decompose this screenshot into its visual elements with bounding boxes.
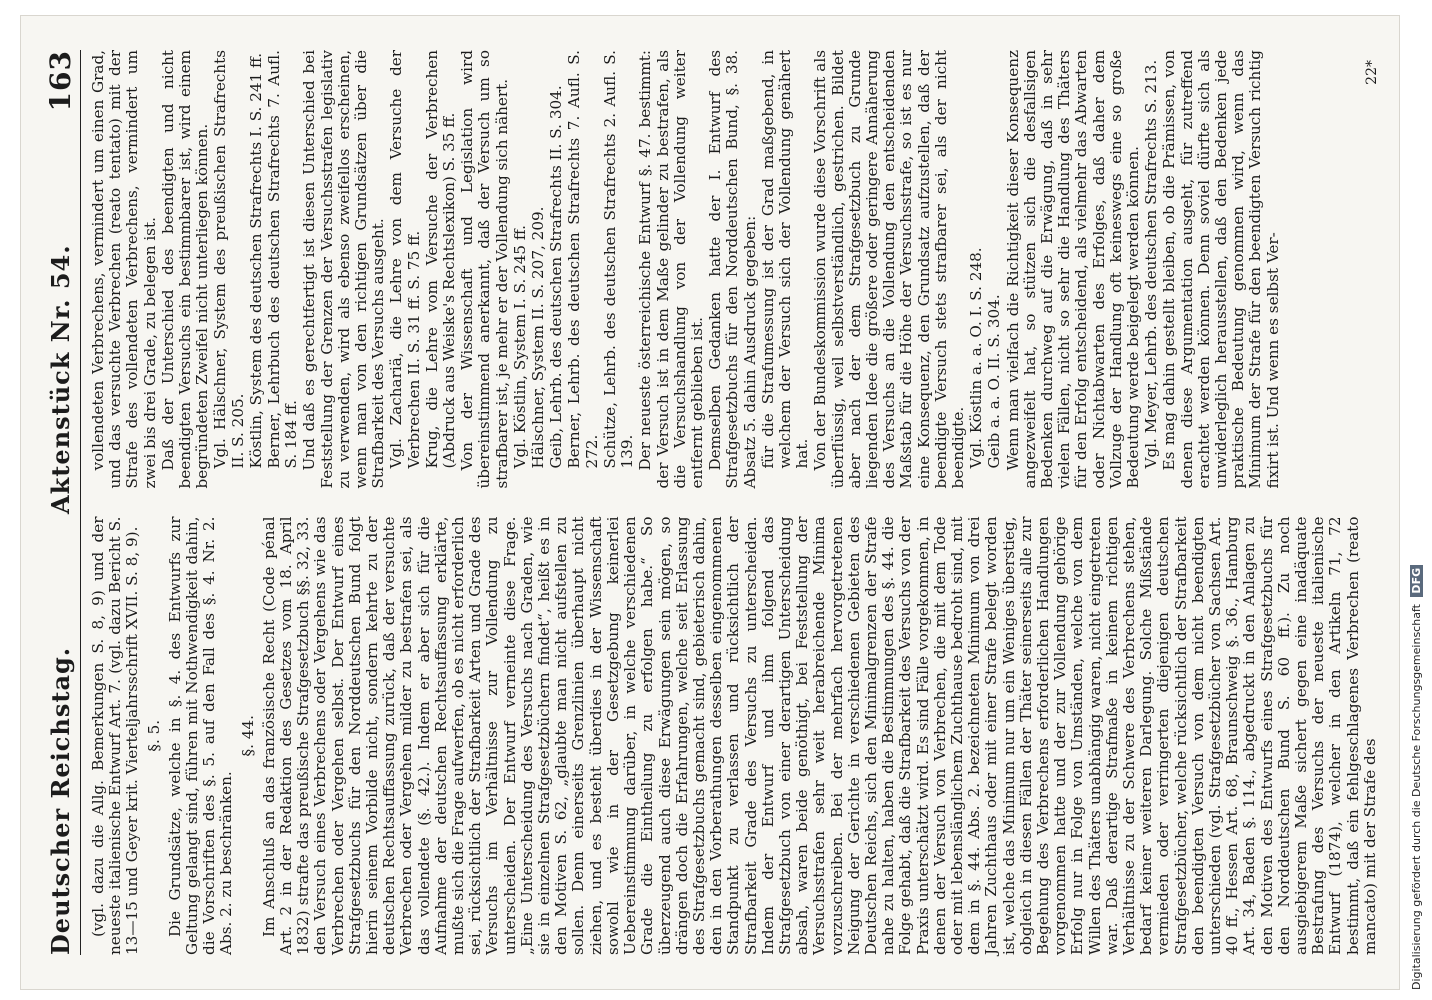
citation-line: für die Strafumessung ist der Grad maßgebend, in welchem der Versuch sich der Vollendung genähert hat. bbox=[758, 50, 812, 469]
paragraph: Von der Bundeskommission wurde diese Vorschrift als überflüssig, weil selbstverständlich, gestrichen. Bildet aber nach der dem Strafgesetzbuch zu Grunde liegenden Idee die größere oder geringere Annäherung des Versuchs an die Vollendung den entscheidenden Maßstab für die Höhe der Versuchsstrafe, so ist es nur eine Konsequenz, den Grundsatz aufzustellen, daß der beendigte Versuch stets strafbarer sei, als der nicht beendigte. bbox=[811, 50, 967, 489]
digitization-sidebar bbox=[1408, 0, 1432, 1000]
citation-line: Vgl. Hälschner, System des preußischen Strafrechts II. S. 205. bbox=[211, 50, 247, 469]
citation-line: Vgl. Köstlin, System I. S. 245 ff. bbox=[510, 225, 529, 469]
paragraph: Der neueste österreichische Entwurf §. 47. bestimmt: der Versuch ist in dem Maße gelinder zu bestrafen, als die Versuchshandlung von der Vollendung weiter entfernt geblieben ist. bbox=[636, 50, 706, 489]
paragraph: Im Anschluß an das französische Recht (Code pénal Art. 2 in der Redaktion des Gesetzes vom 18. April 1832) strafte das preußische Strafgesetzbuch §§. 32, 33. den Versuch eines Verbrechens oder Vergehens wie das Verbrechen oder Vergehen selbst. Der Entwurf eines Strafgesetzbuchs für den Norddeutschen Bund folgt hierin seinem Vorbilde nicht, sondern kehrte zu der deutschen Rechtsauffassung zurück, daß der versuchte Verbrechen oder Vergehen milder zu bestrafen sei, als das vollendete (§. 42.). Indem er aber sich für die Aufnahme der deutschen Rechtsauffassung erklärte, mußte sich die Frage aufwerfen, ob es nicht erforderlich sei, rücksichtlich der Strafbarkeit Arten und Grade des Versuchs im Verhältnisse zur Vollendung zu unterscheiden. Der Entwurf verneinte diese Frage. „Eine Unterscheidung des Versuchs nach Graden, wie sie in einzelnen Strafgesetzbüchern findet“, heißt es in den Motiven S. 62, „glaubte man nicht aufstellen zu sollen. Denn einerseits Grenzlinien überhaupt nicht ziehen, und es besteht überdies in der Wissenschaft sowohl wie in der Gesetzgebung keinerlei Uebereinstimmung darüber, in welche verschiedenen Grade die Eintheilung zu erfolgen habe.“ So überzeugend auch diese Erwägungen sein mögen, so drängen doch die Erfahrungen, welche seit Erlassung des Strafgesetzbuchs gemacht sind, gebieterisch dahin, den in den Vorberathungen desselben eingenommenen Standpunkt zu verlassen und rücksichtlich der Strafbarkeit Grade des Versuchs zu unterscheiden. Indem der Entwurf und ihm folgend das Strafgesetzbuch von einer derartigen Unterscheidung absah, waren beide genöthigt, bei Feststellung der Versuchsstrafen sehr weit herabreichende Minima vorzuschreiben. Bei der mehrfach hervorgetretenen Neigung der Gerichte in verschiedenen Gebieten des Deutschen Reichs, sich den Minimalgrenzen der Strafe nahe zu halten, haben die Bestimmungen des §. 44. die Folge gehabt, daß die Strafbarkeit des Versuchs von der Praxis unterschätzt wird. Es sind Fälle vorgekommen, in denen der Versuch von Verbrechen, die mit dem Tode oder mit lebenslänglichem Zuchthause bedroht sind, mit dem in §. 44. Abs. 2. bezeichneten Minimum von drei Jahren Zuchthaus oder mit einer Strafe belegt worden ist, welche das Minimum nur um ein Weniges überstieg, obgleich in diesen Fällen der Thäter seinerseits alle zur Begehung des Verbrechens erforderlichen Handlungen vorgenommen hatte und der zur Vollendung gehörige Erfolg nur in Folge von Umständen, welche von dem Willen des Thäters unabhängig waren, nicht eingetreten war. Daß derartige Strafmaße in keinem richtigen Verhältnisse zu der Schwere des Verbrechens stehen, bedarf keiner weiteren Darlegung. Solche Mißstände vermieden oder verringerten diejenigen deutschen Strafgesetzbücher, welche rücksichtlich der Strafbarkeit den beendigten Versuch von dem nicht beendigten unterschieden (vgl. Strafgesetzbücher von Sachsen Art. 40 ff., Hessen Art. 68, Braunschweig §. 36., Hamburg Art. 34, Baden §. 114., abgedruckt in den Anlagen zu den Motiven des Entwurfs eines Strafgesetzbuchs für den Norddeutschen Bund S. 60 ff.). Zu noch ausgiebigerem Maße sichert gegen eine inadäquate Bestrafung des Versuchs der neueste italienische Entwurf (1874), welcher in den Artikeln 71, 72 bestimmt, daß ein fehlgeschlagenes Verbrechen (reato mancato) mit der Strafe des bbox=[259, 516, 1379, 955]
dfg-logo: DFG bbox=[1410, 565, 1423, 597]
header-center: Aktenstück Nr. 54. bbox=[45, 244, 75, 514]
paragraph: Es mag dahin gestellt bleiben, ob die Prämissen, von denen diese Argumentation ausgeht, für zutreffend erachtet werden können. Denn soviel dürfte sich als unwiderleglich herausstellen, daß den Bedenken jede praktische Bedeutung genommen wird, wenn das Minimum der Strafe für den beendigten Versuch richtig fixirt ist. Und wenn es selbst Ver- bbox=[1160, 50, 1282, 489]
paragraph: Und daß es gerechtfertigt ist diesen Unterschied bei Feststellung der Grenzen der Versuchsstrafen legislativ zu verwenden, wird als ebenso zweifellos erscheinen, wenn man von den richtigen Grundsätzen über die Strafbarkeit des Versuchs ausgeht. bbox=[300, 50, 388, 489]
paragraph: Demselben Gedanken hatte der I. Entwurf des Strafgesetzbuchs für den Norddeutschen Bund, §. 38. Absatz 5. dahin Ausdruck gegeben: bbox=[706, 50, 759, 489]
header-left: Deutscher Reichstag. bbox=[45, 646, 75, 955]
scanned-page bbox=[20, 15, 1400, 990]
citation-line: Krug, die Lehre vom Versuche der Verbrechen (Abdruck aus Weiske's Rechtslexikon) S. 35 ff. bbox=[422, 50, 459, 469]
citation-line: Vgl. Köstlin a. a. O. I. S. 248. bbox=[967, 247, 986, 469]
signature-mark: 22* bbox=[1364, 60, 1380, 85]
page-header bbox=[40, 50, 81, 955]
paragraph: Von der Wissenschaft und Legislation wird übereinstimmend anerkannt, daß der Versuch um so strafbarer ist, je mehr er der Vollendung sich nähert. bbox=[458, 50, 511, 489]
citation-line: Vgl. Zachariä, die Lehre von dem Versuche der Verbrechen II. S. 31 ff. S. 75 ff. bbox=[387, 50, 423, 469]
section-heading: §. 44. bbox=[238, 715, 257, 757]
paragraph: vollendeten Verbrechens, vermindert um einen Grad, und das versuchte Verbrechen (reato tentato) mit der Strafe des vollendeten Verbrechens, vermindert um zwei bis drei Grade, zu belegen ist. bbox=[89, 50, 159, 489]
citation-line: Hälschner, System II. S. 207, 209. bbox=[529, 206, 548, 469]
citation-line: Schütze, Lehrb. des deutschen Strafrechts 2. Aufl. S. 139. bbox=[600, 50, 637, 469]
citation-line: Geib a. a. O. II. S. 304. bbox=[985, 294, 1004, 469]
right-column bbox=[90, 50, 1350, 489]
paragraph: Die Grundsätze, welche in §. 4. des Entwurfs zur Geltung gelangt sind, führen mit Nothwendigkeit dahin, die Vorschriften des §. 5. auf den Fall des §. 4. Nr. 2. Abs. 2. zu beschränken. bbox=[165, 516, 236, 955]
sidebar-credit bbox=[1410, 0, 1423, 990]
rotated-page-content bbox=[30, 20, 1390, 985]
citation-line: Vgl. Meyer, Lehrb. des deutschen Strafrechts S. 213. bbox=[1142, 59, 1161, 469]
left-column bbox=[89, 516, 1379, 956]
citation-line: Geib, Lehrb. des deutschen Strafrechts II. S. 304. bbox=[547, 85, 566, 469]
citation-line: Köstlin, System des deutschen Strafrechts I. S. 241 ff. bbox=[246, 52, 265, 469]
sidebar-credit-text: Digitalisierung gefördert durch die Deutsche Forschungsgemeinschaft bbox=[1410, 604, 1423, 990]
citation-line: Berner, Lehrb. des deutschen Strafrechts 7. Aufl. S. 272. bbox=[565, 50, 601, 469]
section-heading: §. 5. bbox=[144, 719, 163, 752]
paragraph: Daß der Unterschied des beendigten und nicht beendigten Versuchs ein bestimmbarer ist, wird einem begründeten Zweifel nicht unterliegen können. bbox=[158, 50, 212, 489]
paragraph: Wenn man vielfach die Richtigkeit dieser Konsequenz angezweifelt hat, so stützen sich die desfallsigen Bedenken durchweg auf die Erwägung, daß in sehr vielen Fällen, nicht so sehr die Handlung des Thäters für den Erfolg entscheidend, als vielmehr das Abwarten oder Nichtabwarten des Erfolges, daß daher dem Vollzuge der Handlung oft keineswegs eine so große Bedeutung werde beigelegt werden können. bbox=[1003, 50, 1142, 489]
page-number: 163 bbox=[43, 50, 77, 112]
citation-line: Berner, Lehrbuch des deutschen Strafrechts 7. Aufl. S. 184 ff. bbox=[265, 50, 301, 469]
paragraph: (vgl. dazu die Allg. Bemerkungen S. 8, 9) und der neueste italienische Entwurf Art. 7. (vgl. dazu Bericht S. 13—15 und Geyer krit. Vierteljahrsschrift XVII. S. 8, 9). bbox=[89, 516, 142, 955]
